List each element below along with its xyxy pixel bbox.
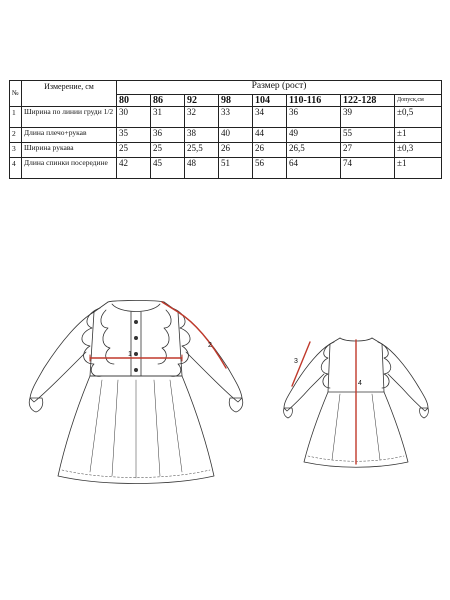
table-row [10,158,442,179]
row-number: 3 [10,143,22,158]
table-row [10,128,442,143]
size-value: 25 [151,143,185,158]
table-row [10,143,442,158]
table-row [10,107,442,128]
size-value: 48 [185,158,219,179]
measure-marker: 3 [294,358,298,365]
size-value: 27 [341,143,395,158]
size-value: 56 [253,158,287,179]
size-value: 26 [219,143,253,158]
size-value: 35 [117,128,151,143]
size-value: 36 [151,128,185,143]
header-measurement: Измерение, см [22,81,117,107]
row-number: 4 [10,158,22,179]
measurement-name: Ширина по линии груди 1/2 [22,107,117,128]
size-value: 34 [253,107,287,128]
size-header: 92 [185,95,219,107]
measurement-name: Ширина рукава [22,143,117,158]
size-value: 26,5 [287,143,341,158]
measure-marker: 4 [358,380,362,387]
tolerance-value: ±1 [395,158,442,179]
size-header: 80 [117,95,151,107]
tolerance-value: ±0,5 [395,107,442,128]
size-value: 38 [185,128,219,143]
size-value: 30 [117,107,151,128]
size-value: 44 [253,128,287,143]
size-value: 45 [151,158,185,179]
tolerance-value: ±1 [395,128,442,143]
size-value: 64 [287,158,341,179]
tolerance-value: ±0,3 [395,143,442,158]
size-value: 25,5 [185,143,219,158]
size-value: 42 [117,158,151,179]
measurement-name: Длина спинки посередине [22,158,117,179]
size-header: 98 [219,95,253,107]
back-view-drawing [278,330,434,470]
size-header: 122-128 [341,95,395,107]
size-value: 55 [341,128,395,143]
measure-marker: 2 [208,342,212,349]
tolerance-header: Допуск,см [395,95,442,107]
header-size: Размер (рост) [117,81,442,95]
size-value: 32 [185,107,219,128]
row-number: 1 [10,107,22,128]
size-value: 51 [219,158,253,179]
front-view-drawing [22,290,250,490]
measurement-name: Длина плечо+рукав [22,128,117,143]
size-value: 36 [287,107,341,128]
size-value: 31 [151,107,185,128]
size-header: 110-116 [287,95,341,107]
size-header: 104 [253,95,287,107]
size-value: 39 [341,107,395,128]
size-value: 74 [341,158,395,179]
row-number: 2 [10,128,22,143]
size-value: 33 [219,107,253,128]
size-value: 49 [287,128,341,143]
size-value: 40 [219,128,253,143]
size-table [9,80,442,179]
size-header: 86 [151,95,185,107]
header-number: № [10,81,22,107]
size-value: 25 [117,143,151,158]
measure-marker: 1 [128,351,132,358]
size-value: 26 [253,143,287,158]
